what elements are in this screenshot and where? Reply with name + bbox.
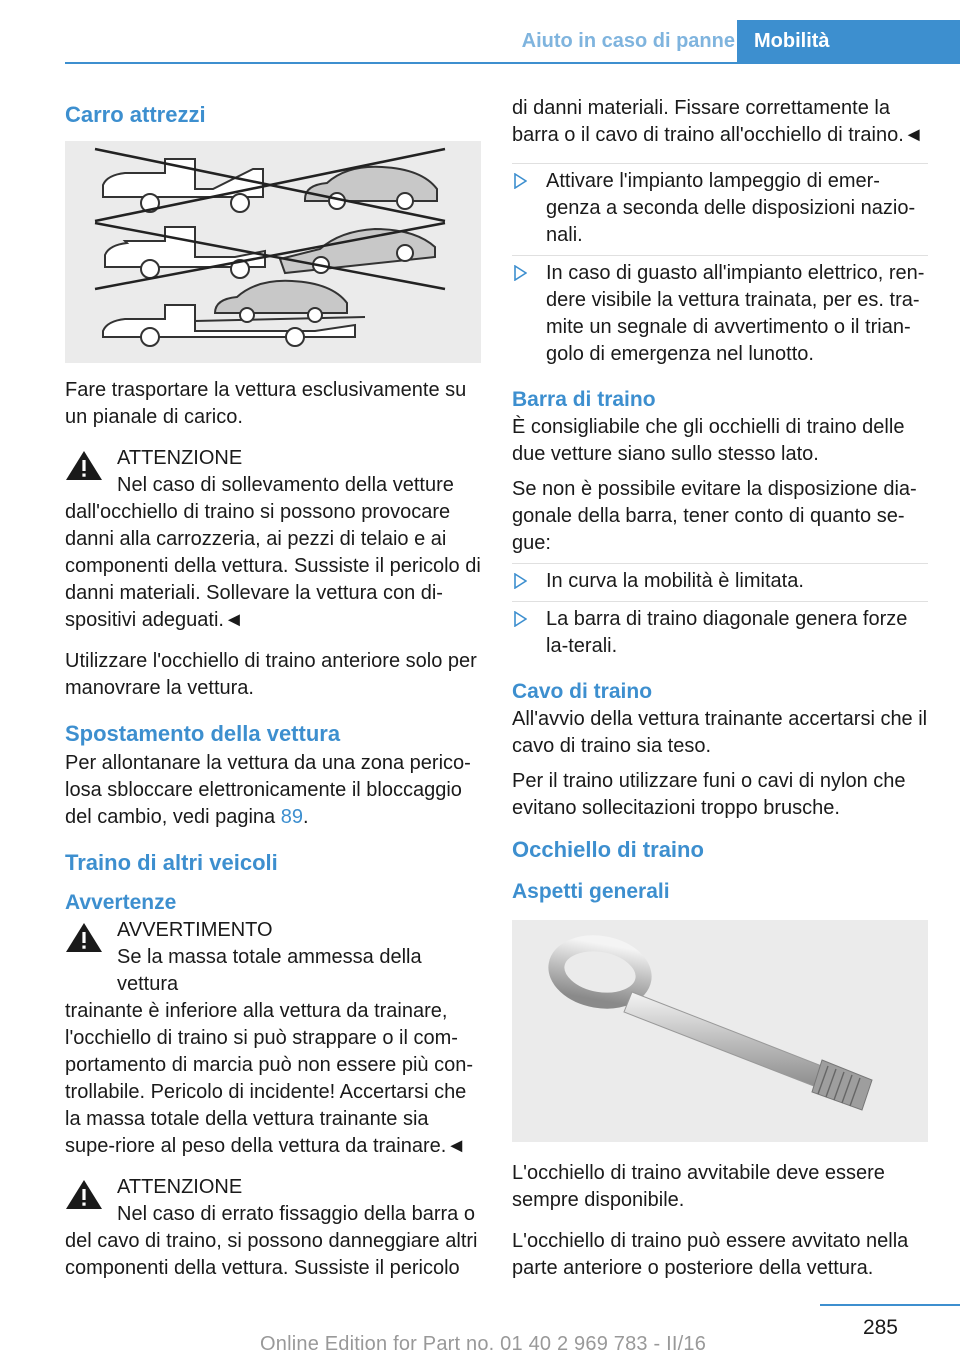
heading-towing-others: Traino di altri veicoli: [65, 850, 278, 875]
bullet-triangle-icon: [514, 265, 527, 281]
right-column: [512, 95, 928, 1296]
list-item-text: Attivare l'impianto lampeggio di emer-genza a seconda delle disposizioni nazio-nali.: [546, 170, 916, 246]
bullet-triangle-icon: [514, 173, 527, 189]
list-item: [512, 601, 928, 666]
warning-title: ATTENZIONE: [117, 447, 243, 469]
heading-notes: Avvertenze: [65, 891, 177, 914]
page-number: 285: [862, 1316, 898, 1339]
warning-body: del cavo di traino, si possono danneggiare altri componenti della vettura. Sussiste il pericolo: [65, 1230, 478, 1279]
warning-lead: Se la massa totale ammessa della vettura: [117, 946, 422, 995]
header-chapter-tab: Mobilità: [737, 20, 960, 62]
warning-body: trainante è inferiore alla vettura da trainare, l'occhiello di traino si può strappare o il com-portamento di marcia può non essere più con-trollabile. Pericolo di incidente! Accertarsi che la massa totale della vettura trainante sia supe-riore al peso della vettura da trainare.◄: [65, 1000, 474, 1157]
warning-triangle-icon: [65, 921, 103, 953]
warning-lead: Nel caso di errato fissaggio della barra o: [117, 1203, 475, 1225]
paragraph-moving-text: Per allontanare la vettura da una zona perico-losa sbloccare elettronicamente il bloccaggio del cambio, vedi pagina: [65, 752, 471, 828]
warning-body: dall'occhiello di traino si possono provocare danni alla carrozzeria, ai pezzi di telaio e ai componenti della vettura. Sussiste il pericolo di danni materiali. Sollevare la vettura con di-spositivi adeguati.◄: [65, 501, 481, 631]
paragraph-moving: [65, 750, 481, 831]
bullet-list-lights: [512, 163, 928, 374]
page-link-89[interactable]: 89: [280, 806, 303, 828]
heading-general: Aspetti generali: [512, 880, 670, 903]
heading-tow-cable: Cavo di traino: [512, 680, 653, 703]
paragraph-transport: Fare trasportare la vettura esclusivamente su un pianale di carico.: [65, 379, 467, 428]
tow-eye-illustration: [512, 920, 928, 1142]
bullet-triangle-icon: [514, 573, 527, 589]
paragraph-eye-2: L'occhiello di traino può essere avvitato nella parte anteriore o posteriore della vettura.: [512, 1230, 909, 1279]
heading-tow-bar: Barra di traino: [512, 388, 656, 411]
list-item-text: In caso di guasto all'impianto elettrico, ren-dere visibile la vettura trainata, per es. tra-mite un segnale di avvertimento o il trian-golo di emergenza nel lunotto.: [546, 262, 925, 365]
figure-tow-truck-transport: [65, 141, 481, 363]
header-section-title: Aiuto in caso di panne: [521, 30, 735, 52]
footer-edition: Online Edition for Part no. 01 40 2 969 783 - II/16: [260, 1333, 707, 1355]
paragraph-bar-1: È consigliabile che gli occhielli di traino delle due vetture siano sullo stesso lato.: [512, 416, 905, 465]
paragraph-bar-2: Se non è possibile evitare la disposizione dia-gonale della barra, tener conto di quanto se-gue:: [512, 478, 917, 554]
list-item: [512, 563, 928, 601]
paragraph-front-eye: Utilizzare l'occhiello di traino anteriore solo per manovrare la vettura.: [65, 650, 477, 699]
paragraph-cable-2: Per il traino utilizzare funi o cavi di nylon che evitano sollecitazioni troppo brusche.: [512, 770, 906, 819]
warning-triangle-icon: [65, 1178, 103, 1210]
bullet-list-bar: [512, 563, 928, 666]
warning-lead: Nel caso di sollevamento della vetture: [117, 474, 454, 496]
warning-box-mass: [65, 917, 481, 1160]
paragraph-moving-end: .: [302, 806, 309, 828]
list-item: [512, 163, 928, 255]
list-item-text: In curva la mobilità è limitata.: [546, 570, 804, 592]
paragraph-continued: di danni materiali. Fissare correttamente la barra o il cavo di traino all'occhiello di traino.◄: [512, 97, 924, 146]
warning-box-fixing: [65, 1174, 481, 1282]
paragraph-eye-1: L'occhiello di traino avvitabile deve essere sempre disponibile.: [512, 1162, 885, 1211]
left-column: [65, 95, 481, 1296]
list-item-text: La barra di traino diagonale genera forze la-terali.: [546, 608, 908, 657]
footer-rule: [820, 1304, 960, 1306]
list-item: [512, 255, 928, 374]
page-header: [65, 20, 960, 64]
paragraph-cable-1: All'avvio della vettura trainante accertarsi che il cavo di traino sia teso.: [512, 708, 928, 757]
heading-tow-truck: Carro attrezzi: [65, 102, 206, 127]
tow-truck-illustration: [65, 141, 481, 363]
warning-box-lifting: [65, 445, 481, 634]
warning-title: AVVERTIMENTO: [117, 919, 273, 941]
warning-triangle-icon: [65, 449, 103, 481]
figure-tow-eye: [512, 920, 928, 1142]
bullet-triangle-icon: [514, 611, 527, 627]
heading-tow-eye: Occhiello di traino: [512, 837, 704, 862]
heading-moving-vehicle: Spostamento della vettura: [65, 721, 341, 746]
warning-title: ATTENZIONE: [117, 1176, 243, 1198]
